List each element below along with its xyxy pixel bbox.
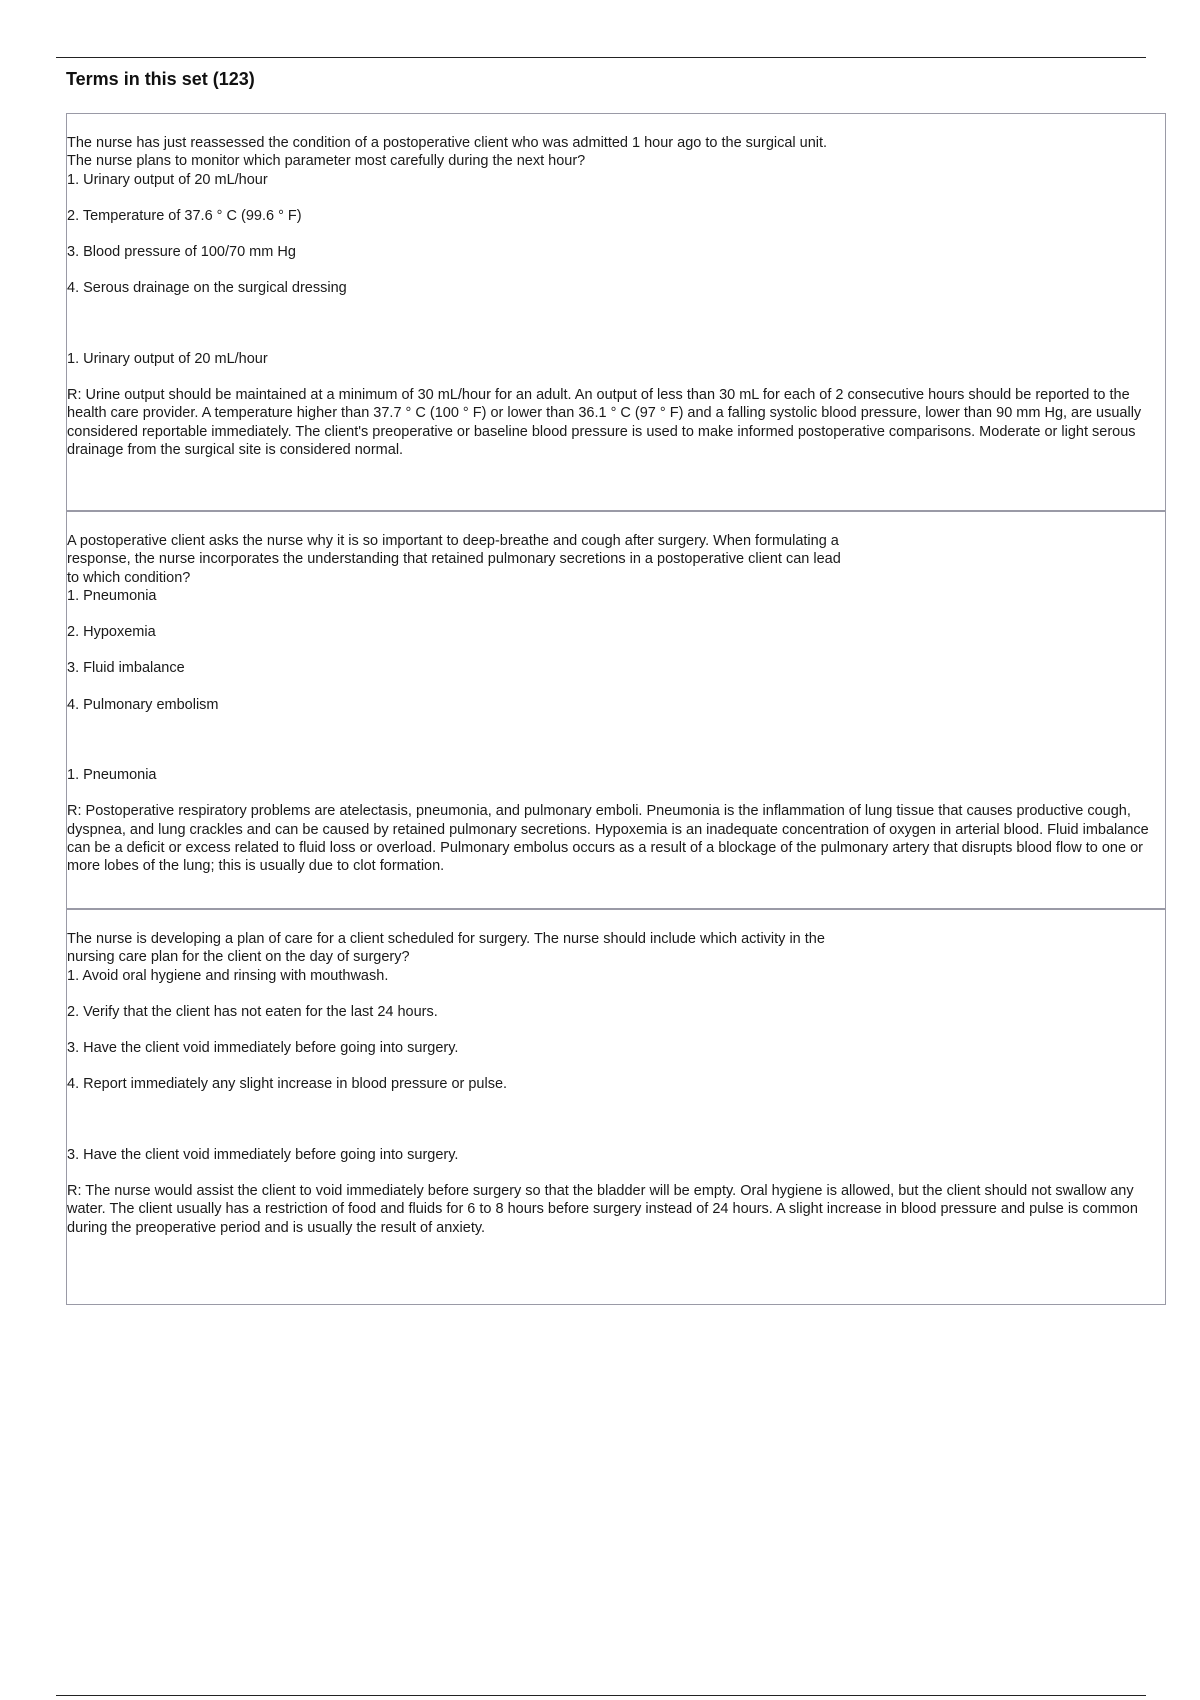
option-item: 3. Blood pressure of 100/70 mm Hg	[67, 244, 296, 261]
option-item: 3. Have the client void immediately before going into surgery.	[67, 1040, 459, 1057]
flashcard-list	[66, 113, 1166, 1305]
option-item: 1. Urinary output of 20 mL/hour	[67, 171, 268, 188]
answer-section	[67, 350, 1165, 459]
question-text: The nurse has just reassessed the condition of a postoperative client who was admitted 1 hour ago to the surgical unit. The nurse plans to monitor which parameter most carefully during the next hour?	[67, 135, 828, 170]
answer-options	[67, 967, 1165, 1094]
option-item: 4. Report immediately any slight increase in blood pressure or pulse.	[67, 1076, 508, 1093]
correct-answer: 1. Urinary output of 20 mL/hour	[67, 350, 268, 367]
option-item: 2. Verify that the client has not eaten for the last 24 hours.	[67, 1003, 438, 1020]
bottom-divider	[56, 1695, 1146, 1696]
answer-section	[67, 1146, 1165, 1237]
top-divider	[56, 57, 1146, 58]
rationale-text: R: Postoperative respiratory problems are atelectasis, pneumonia, and pulmonary emboli. Pneumonia is the inflammation of lung tissue that causes productive cough, dyspnea, and lung crackles and can be caused by retained pulmonary secretions. Hypoxemia is an inadequate concentration of oxygen in arterial blood. Fluid imbalance can be a deficit or excess related to fluid loss or overload. Pulmonary embolus occurs as a result of a blockage of the pulmonary artery that disrupts blood flow to one or more lobes of the lung; this is usually due to clot formation.	[67, 803, 1149, 875]
option-item: 1. Avoid oral hygiene and rinsing with mouthwash.	[67, 967, 389, 984]
correct-answer: 1. Pneumonia	[67, 767, 157, 784]
rationale-text: R: Urine output should be maintained at a minimum of 30 mL/hour for an adult. An output of less than 30 mL for each of 2 consecutive hours should be reported to the health care provider. A temperature higher than 37.7 ° C (100 ° F) or lower than 36.1 ° C (97 ° F) and a falling systolic blood pressure, lower than 90 mm Hg, are usually considered reportable immediately. The client's preoperative or baseline blood pressure is used to make informed postoperative comparisons. Moderate or light serous drainage from the surgical site is considered normal.	[67, 387, 1142, 458]
flashcard	[67, 910, 1165, 1304]
flashcard	[67, 114, 1165, 512]
answer-options	[67, 587, 1165, 714]
option-item: 2. Hypoxemia	[67, 624, 156, 641]
option-item: 4. Serous drainage on the surgical dressing	[67, 280, 347, 297]
answer-section	[67, 766, 1165, 875]
option-item: 1. Pneumonia	[67, 587, 157, 604]
option-item: 3. Fluid imbalance	[67, 660, 185, 677]
set-title: Terms in this set (123)	[66, 69, 255, 89]
answer-options	[67, 171, 1165, 298]
option-item: 4. Pulmonary embolism	[67, 696, 219, 713]
rationale-text: R: The nurse would assist the client to void immediately before surgery so that the bladder will be empty. Oral hygiene is allowed, but the client should not swallow any water. The client usually has a restriction of food and fluids for 6 to 8 hours before surgery instead of 24 hours. A slight increase in blood pressure and pulse is common during the preoperative period and is usually the result of anxiety.	[67, 1183, 1138, 1236]
question-text: The nurse is developing a plan of care for a client scheduled for surgery. The nurse should include which activity in the nursing care plan for the client on the day of surgery?	[67, 931, 825, 966]
correct-answer: 3. Have the client void immediately before going into surgery.	[67, 1146, 459, 1163]
flashcard	[67, 512, 1165, 910]
question-text: A postoperative client asks the nurse why it is so important to deep-breathe and cough after surgery. When formulating a response, the nurse incorporates the understanding that retained pulmonary secretions in a postoperative client can lead to which condition?	[67, 533, 841, 586]
option-item: 2. Temperature of 37.6 ° C (99.6 ° F)	[67, 207, 302, 224]
